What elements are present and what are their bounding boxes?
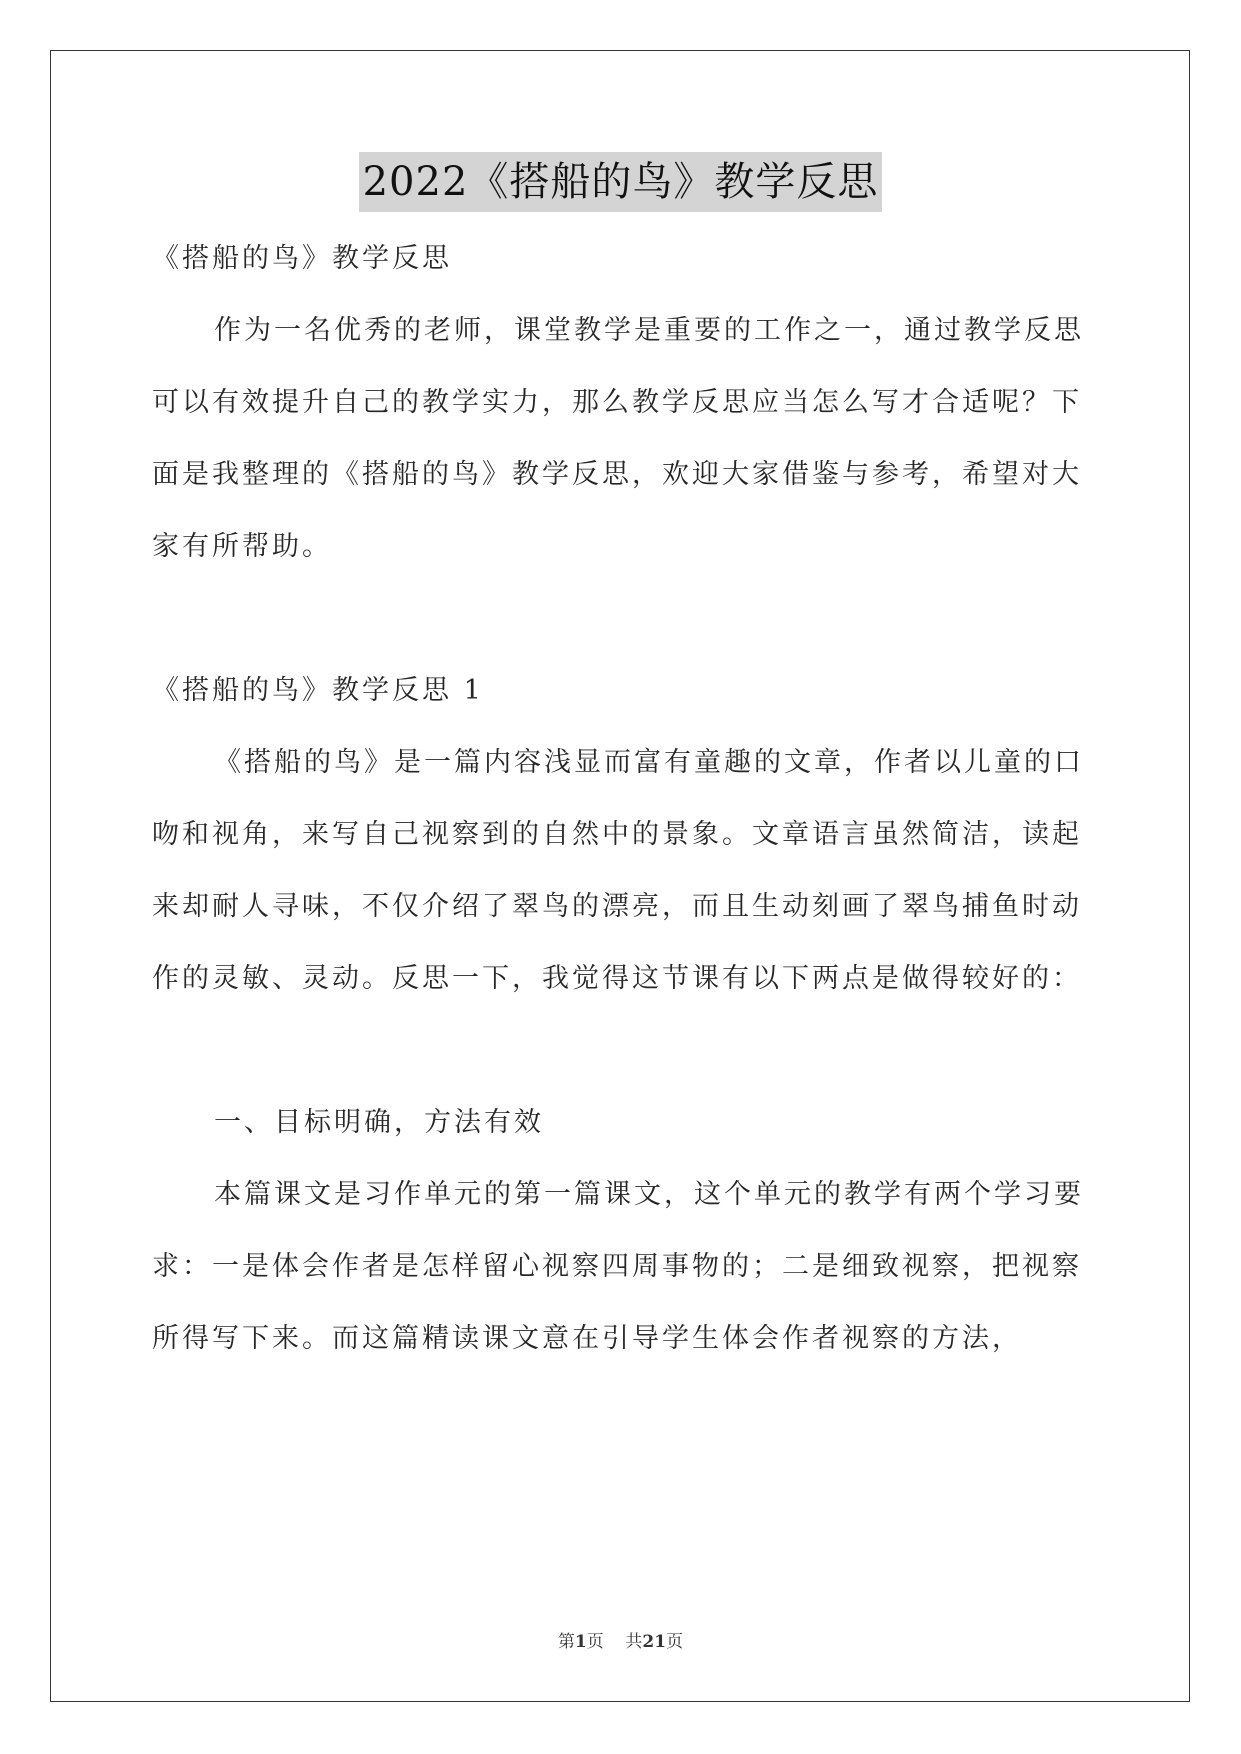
page-footer (0, 1627, 1241, 1652)
body-paragraph-2: 本篇课文是习作单元的第一篇课文，这个单元的教学有两个学习要求：一是体会作者是怎样留心视察四周事物的；二是细致视察，把视察所得写下来。而这篇精读课文意在引导学生体会作者视察的方法， (152, 1179, 1084, 1354)
page-prefix: 第 (557, 1632, 575, 1652)
page-suffix: 页 (586, 1632, 604, 1652)
total-prefix: 共 (625, 1632, 643, 1652)
page-title: 2022《搭船的鸟》教学反思 (359, 152, 883, 212)
total-suffix: 页 (666, 1632, 684, 1652)
subtitle: 《搭船的鸟》教学反思 (152, 243, 452, 274)
page-number: 1 (574, 1632, 587, 1652)
intro-paragraph: 作为一名优秀的老师，课堂教学是重要的工作之一，通过教学反思可以有效提升自己的教学实力，那么教学反思应当怎么写才合适呢？下面是我整理的《搭船的鸟》教学反思，欢迎大家借鉴与参考，希望对大家有所帮助。 (152, 315, 1084, 562)
body-paragraph-1: 《搭船的鸟》是一篇内容浅显而富有童趣的文章，作者以儿童的口吻和视角，来写自己视察到的自然中的景象。文章语言虽然简洁，读起来却耐人寻味，不仅介绍了翠鸟的漂亮，而且生动刻画了翠鸟捕鱼时动作的灵敏、灵动。反思一下，我觉得这节课有以下两点是做得较好的： (152, 747, 1084, 994)
title-container (0, 152, 1241, 212)
point-heading-1: 一、目标明确，方法有效 (214, 1107, 544, 1138)
total-pages: 21 (642, 1632, 667, 1652)
section-heading: 《搭船的鸟》教学反思 1 (152, 675, 484, 706)
